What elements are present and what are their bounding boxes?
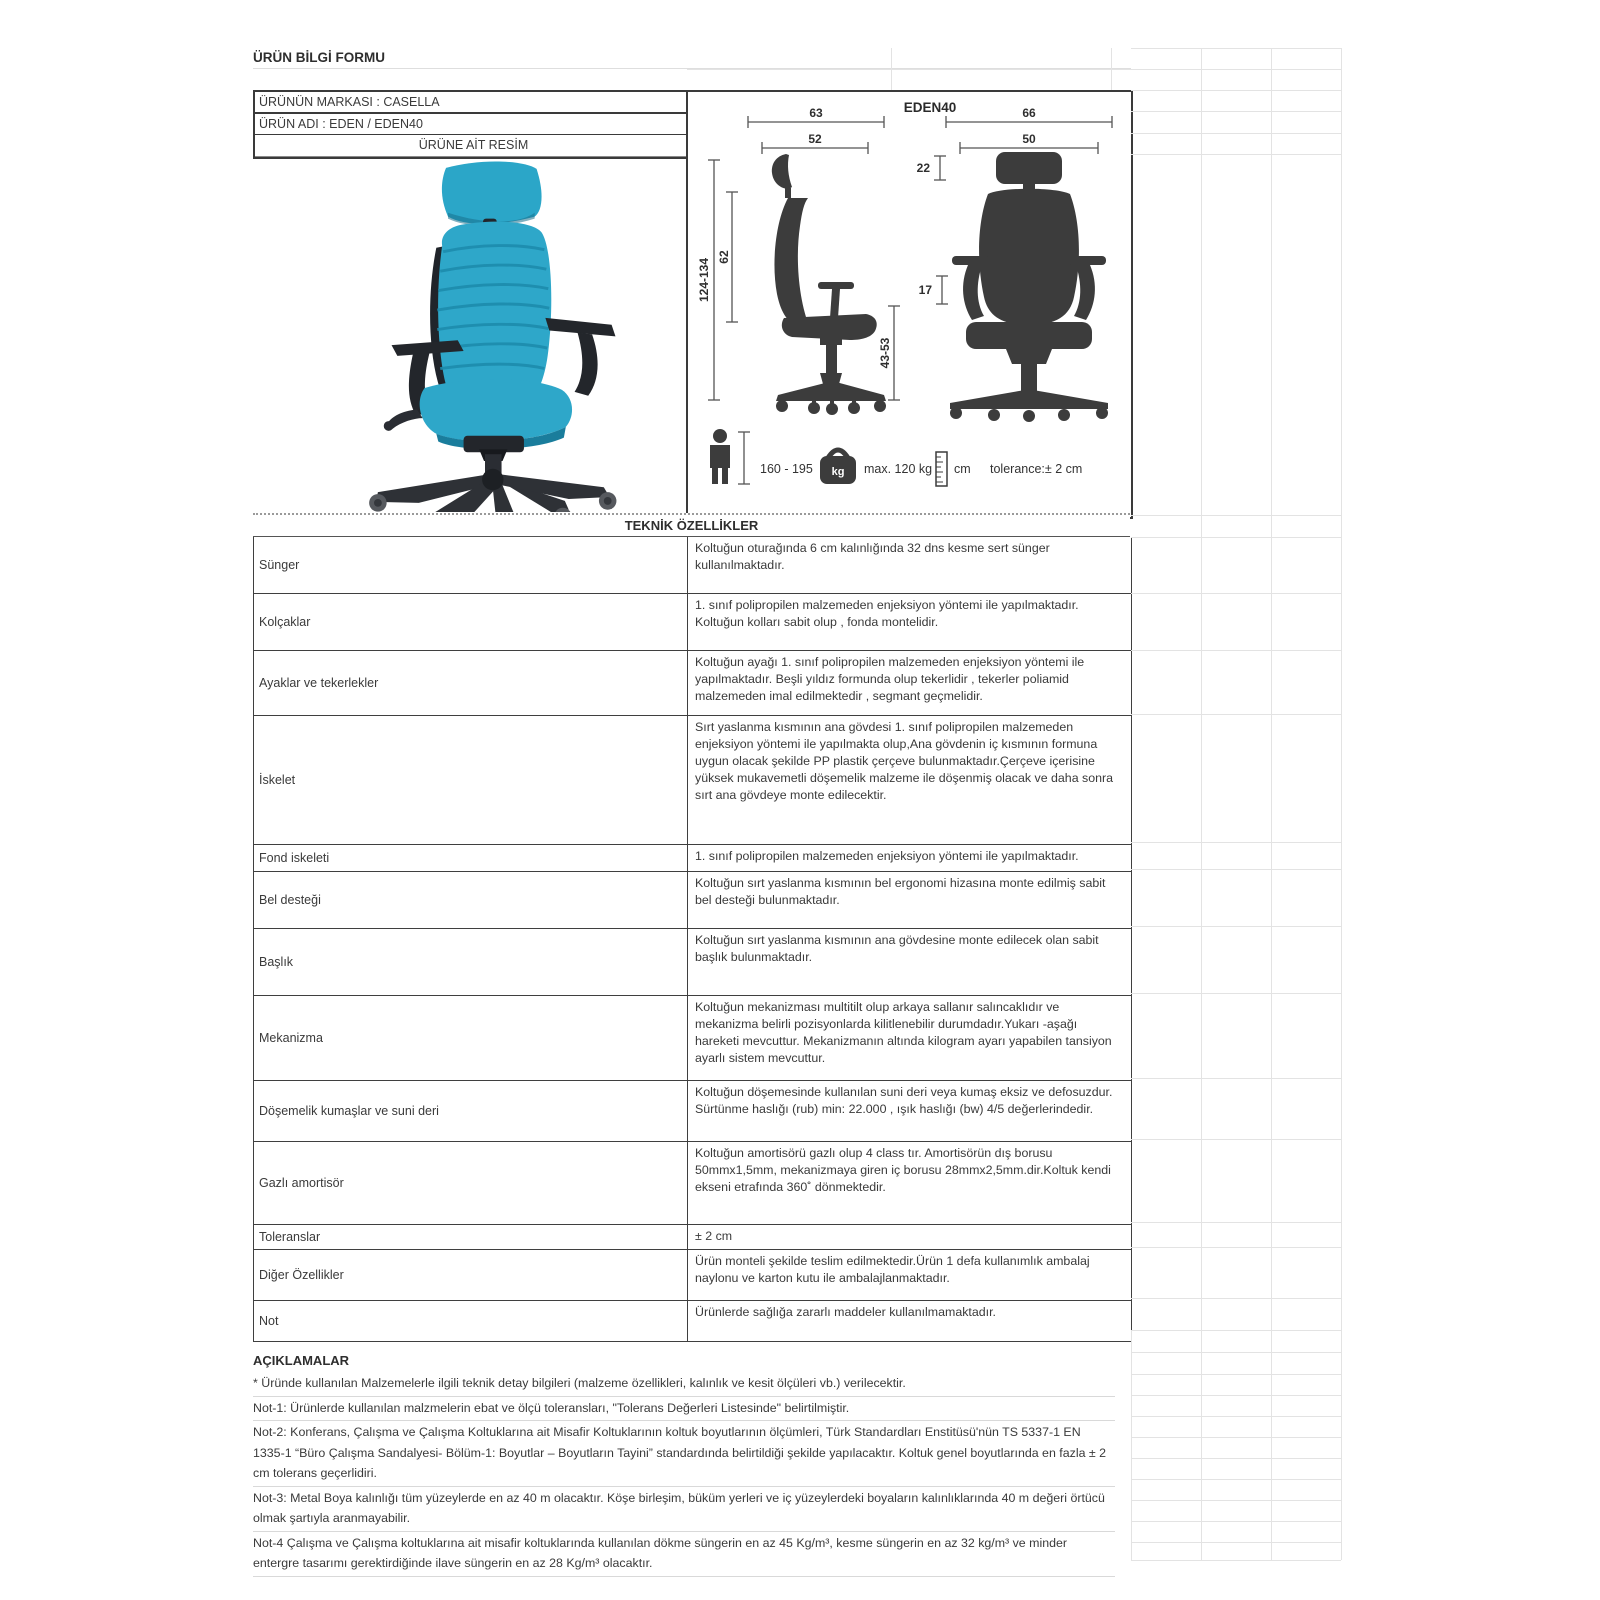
spec-value: ± 2 cm xyxy=(695,1229,733,1243)
spec-value: Ürün monteli şekilde teslim edilmektedir.Ürün 1 defa kullanımlık ambalaj naylonu ve karton kutu ile ambalajlanmaktadır. xyxy=(695,1254,1090,1285)
spec-row-iskelet xyxy=(254,716,1131,845)
dim-front-width-total: 66 xyxy=(1022,106,1036,120)
gridline xyxy=(1131,650,1341,651)
diagram-model-label: EDEN40 xyxy=(903,100,957,115)
gridline xyxy=(1131,1479,1341,1480)
spec-value: Koltuğun döşemesinde kullanılan suni deri veya kumaş eksiz ve defosuzdur. Sürtünme haslığı (rub) min: 22.000 , ışık haslığı (bw) 4/5 değerlerindedir. xyxy=(695,1085,1113,1116)
unit-label: cm xyxy=(954,462,971,476)
dimension-diagram xyxy=(688,92,1127,513)
spec-label: Not xyxy=(254,1301,688,1341)
person-range-label: 160 - 195 xyxy=(760,462,813,476)
dim-side-height-seat: 43-53 xyxy=(878,337,892,369)
gridline xyxy=(1131,593,1341,594)
front-view-silhouette xyxy=(950,152,1108,422)
product-photo xyxy=(300,152,670,512)
spec-row-fond-iskeleti xyxy=(254,845,1131,872)
chair-photo-illustration xyxy=(300,152,670,512)
gridline xyxy=(1131,1560,1341,1561)
spec-label: Ayaklar ve tekerlekler xyxy=(254,651,688,715)
spec-row-kolcaklar xyxy=(254,594,1131,651)
gridline xyxy=(1131,515,1341,516)
note-line: Not-2: Konferans, Çalışma ve Çalışma Koltuklarına ait Misafir Koltuklarının koltuk boyutlarının ölçümleri, Türk Standardları Enstitüsü'nün TS 5337-1 EN 1335-1 “Büro Çalışma Sandalyesi- Bölüm-1: Boyutlar – Boyutların Tayini” standardında belirtildiği şekilde yapılacaktır. Koltuk genel boyutlarında en fazla ± 2 cm tolerans geçerlidiri. xyxy=(253,1421,1115,1487)
spec-row-toleranslar xyxy=(254,1225,1131,1250)
spec-label: Başlık xyxy=(254,929,688,995)
gridline xyxy=(1131,1416,1341,1417)
dimension-diagram-box xyxy=(686,90,1133,519)
gridline xyxy=(1131,1330,1341,1331)
specs-table xyxy=(253,537,1132,1342)
gridline xyxy=(1201,48,1202,1560)
product-brand-row: ÜRÜNÜN MARKASI : CASELLA xyxy=(255,92,688,114)
spec-row-diger-ozellikler xyxy=(254,1250,1131,1301)
spec-label: Diğer Özellikler xyxy=(254,1250,688,1300)
spec-label: Döşemelik kumaşlar ve suni deri xyxy=(254,1081,688,1141)
ruler-icon xyxy=(936,452,947,486)
spec-label: Toleranslar xyxy=(254,1225,688,1249)
note-line: * Üründe kullanılan Malzemelerle ilgili teknik detay bilgileri (malzeme özellikleri, kalınlık ve kesit ölçüleri vb.) verilecektir. xyxy=(253,1372,1115,1397)
explanations-header: AÇIKLAMALAR xyxy=(253,1353,350,1368)
gridline xyxy=(1131,869,1341,870)
spec-label: Fond iskeleti xyxy=(254,845,688,871)
product-info-box xyxy=(253,90,690,159)
spec-row-bel-destegi xyxy=(254,872,1131,929)
dim-side-height-back: 62 xyxy=(717,250,731,264)
gridline xyxy=(1131,537,1341,538)
spec-label: Mekanizma xyxy=(254,996,688,1080)
side-view-silhouette xyxy=(772,154,886,415)
dim-front-armrest: 17 xyxy=(918,283,932,297)
gridline xyxy=(1271,48,1272,1560)
max-weight-label: max. 120 kg xyxy=(864,462,933,476)
spec-row-mekanizma xyxy=(254,996,1131,1081)
spec-value: Koltuğun ayağı 1. sınıf polipropilen malzemeden enjeksiyon yöntemi ile yapılmaktadır. Beşli yıldız formunda olup tekerlidir , tekerler poliamid malzemeden imal edilmektedir , segmant geçmelidir. xyxy=(695,655,1085,703)
gridline xyxy=(1131,1458,1341,1459)
gridline xyxy=(1131,111,1341,112)
gridline xyxy=(1131,90,1341,91)
gridline xyxy=(1131,1247,1341,1248)
gridline xyxy=(1131,1078,1341,1079)
weight-unit-label: kg xyxy=(831,466,845,478)
product-name-row: ÜRÜN ADI : EDEN / EDEN40 xyxy=(255,114,688,135)
dim-side-width-total: 63 xyxy=(809,106,823,120)
gridline xyxy=(1131,1222,1341,1223)
spec-row-gazli-amortisor xyxy=(254,1142,1131,1225)
gridline xyxy=(1131,133,1341,134)
product-image-caption: ÜRÜNE AİT RESİM xyxy=(255,135,688,157)
note-line: Not-4 Çalışma ve Çalışma koltuklarına ait misafir koltuklarında kullanılan dökme süngerin en az 45 Kg/m³, kesme süngerin en az 32 kg/m³ ve minder entergre tasarımı gerektirdiğinde ilave süngerin en az 28 Kg/m³ olacaktır. xyxy=(253,1532,1115,1577)
spec-row-baslik xyxy=(254,929,1131,996)
gridline xyxy=(1131,48,1341,49)
spec-value: Koltuğun oturağında 6 cm kalınlığında 32 dns kesme sert sünger kullanılmaktadır. xyxy=(695,541,1050,572)
note-line: Not-3: Metal Boya kalınlığı tüm yüzeylerde en az 40 m olacaktır. Köşe birleşim, büküm yerleri ve iç yüzeylerdeki boyaların kalınlıklarında 40 m değeri örtücü olmak şartıyla aranmayabilir. xyxy=(253,1487,1115,1532)
gridline xyxy=(1131,1330,1132,1560)
gridline xyxy=(1131,1139,1341,1140)
gridline xyxy=(1131,714,1341,715)
spec-value: Koltuğun sırt yaslanma kısmının bel ergonomi hizasına monte edilmiş sabit bel desteği bulunmaktadır. xyxy=(695,876,1106,907)
weight-icon xyxy=(820,450,856,484)
gridline xyxy=(1131,1521,1341,1522)
gridline xyxy=(1131,1500,1341,1501)
spec-label: Kolçaklar xyxy=(254,594,688,650)
gridline xyxy=(1131,1437,1341,1438)
spec-value: 1. sınıf polipropilen malzemeden enjeksiyon yöntemi ile yapılmaktadır. xyxy=(695,849,1079,863)
specs-header: TEKNİK ÖZELLİKLER xyxy=(253,513,1130,538)
gridline xyxy=(1131,1395,1341,1396)
gridline xyxy=(1131,926,1341,927)
dim-side-width-seat: 52 xyxy=(808,132,822,146)
spec-value: Ürünlerde sağlığa zararlı maddeler kullanılmamaktadır. xyxy=(695,1305,996,1319)
spec-value: Sırt yaslanma kısmının ana gövdesi 1. sınıf polipropilen malzemeden enjeksiyon yöntemi ile yapılmakta olup,Ana gövdenin iç kısmının formuna uygun olacak şekilde PP plastik çerçeve bulunmaktadır.Çerçeve içerisine yüksek mukavemetli döşemelik malzeme ile döşenmiş olacak ve daha sonra sırt ana gövdeye monte edilecektir. xyxy=(695,720,1114,802)
gridline xyxy=(1131,1352,1341,1353)
gridline xyxy=(687,69,1341,70)
spec-label: Gazlı amortisör xyxy=(254,1142,688,1224)
spec-value: Koltuğun sırt yaslanma kısmının ana gövdesine monte edilecek olan sabit başlık bulunmaktadır. xyxy=(695,933,1099,964)
spec-row-dosemelik xyxy=(254,1081,1131,1142)
spec-value: Koltuğun amortisörü gazlı olup 4 class tır. Amortisörün dış borusu 50mmx1,5mm, mekanizmaya giren iç borusu 28mmx2,5mm.dir.Koltuk kendi ekseni etrafında 360˚ dönmektedir. xyxy=(695,1146,1111,1194)
person-icon xyxy=(710,429,730,484)
gridline xyxy=(1131,842,1341,843)
chair-base xyxy=(376,469,610,512)
gridline xyxy=(1131,1542,1341,1543)
spec-label: Bel desteği xyxy=(254,872,688,928)
spec-row-ayaklar xyxy=(254,651,1131,716)
gridline xyxy=(1341,48,1342,1560)
dim-side-height-total: 124-134 xyxy=(697,257,711,303)
gridline xyxy=(1131,154,1341,155)
spec-value: 1. sınıf polipropilen malzemeden enjeksiyon yöntemi ile yapılmaktadır. Koltuğun kolları sabit olup , fonda montelidir. xyxy=(695,598,1079,629)
tolerance-label: tolerance:± 2 cm xyxy=(990,462,1083,476)
explanations-section xyxy=(253,1350,1115,1577)
spec-row-not xyxy=(254,1301,1131,1341)
note-line: Not-1: Ürünlerde kullanılan malzmelerin ebat ve ölçü toleransları, "Tolerans Değerleri Listesinde" belirtilmiştir. xyxy=(253,1397,1115,1422)
dim-front-headrest: 22 xyxy=(916,161,930,175)
spec-label: Sünger xyxy=(254,537,688,593)
gridline xyxy=(1131,1298,1341,1299)
page-title: ÜRÜN BİLGİ FORMU xyxy=(253,48,1131,69)
spec-value: Koltuğun mekanizması multitilt olup arkaya sallanır salıncaklıdır ve mekanizma belirli pozisyonlarda kilitlenebilir durumdadır.Yukarı -aşağı hareketi mevcuttur. Mekanizmanın altında kilogram ayarı yapabilen tansiyon ayarlı sistem mevcuttur. xyxy=(695,1000,1112,1065)
spec-label: İskelet xyxy=(254,716,688,844)
spec-row-sunger xyxy=(254,537,1131,594)
gridline xyxy=(1131,993,1341,994)
dim-front-width-seat: 50 xyxy=(1022,132,1036,146)
gridline xyxy=(1131,1374,1341,1375)
